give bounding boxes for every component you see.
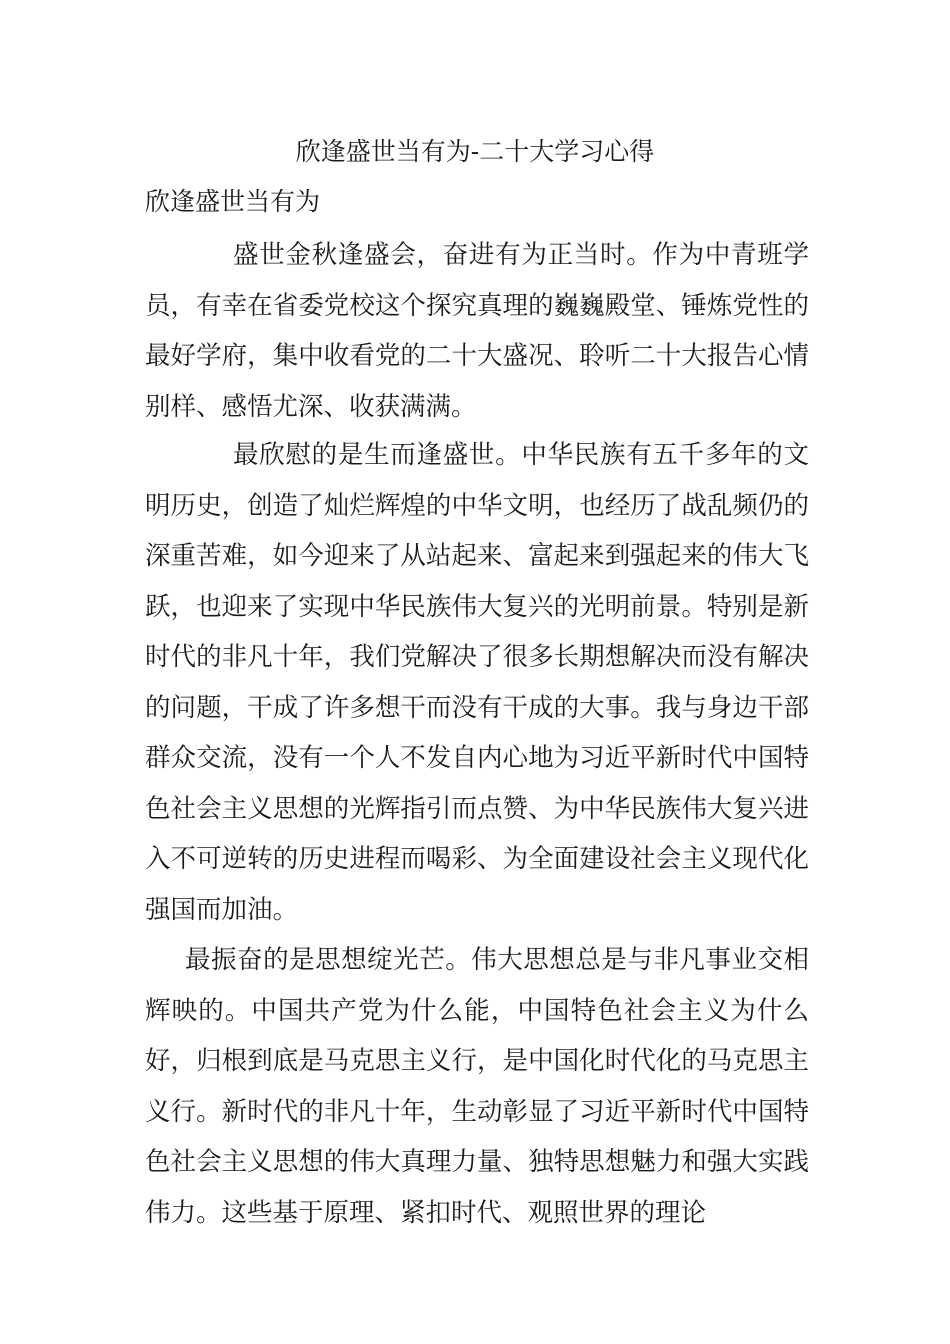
document-subtitle: 欣逢盛世当有为 (145, 187, 321, 216)
paragraph-1: 盛世金秋逢盛会，奋进有为正当时。作为中青班学员，有幸在省委党校这个探究真理的巍巍殿堂、锤炼党性的最好学府，集中收看党的二十大盛况、聆听二十大报告心情别样、感悟尤深、收获满满。 (145, 240, 809, 422)
paragraph-3: 最振奋的是思想绽光芒。伟大思想总是与非凡事业交相辉映的。中国共产党为什么能，中国特色社会主义为什么好，归根到底是马克思主义行，是中国化时代化的马克思主义行。新时代的非凡十年，生动彰显了习近平新时代中国特色社会主义思想的伟大真理力量、独特思想魅力和强大实践伟力。这些基于原理、紧扣时代、观照世界的理论 (145, 945, 809, 1228)
paragraph-2: 最欣慰的是生而逢盛世。中华民族有五千多年的文明历史，创造了灿烂辉煌的中华文明，也经历了战乱频仍的深重苦难，如今迎来了从站起来、富起来到强起来的伟大飞跃，也迎来了实现中华民族伟大复兴的光明前景。特别是新时代的非凡十年，我们党解决了很多长期想解决而没有解决的问题，干成了许多想干而没有干成的大事。我与身边干部群众交流，没有一个人不发自内心地为习近平新时代中国特色社会主义思想的光辉指引而点赞、为中华民族伟大复兴进入不可逆转的历史进程而喝彩、为全面建设社会主义现代化强国而加油。 (145, 440, 809, 925)
document-title: 欣逢盛世当有为-二十大学习心得 (295, 137, 655, 166)
